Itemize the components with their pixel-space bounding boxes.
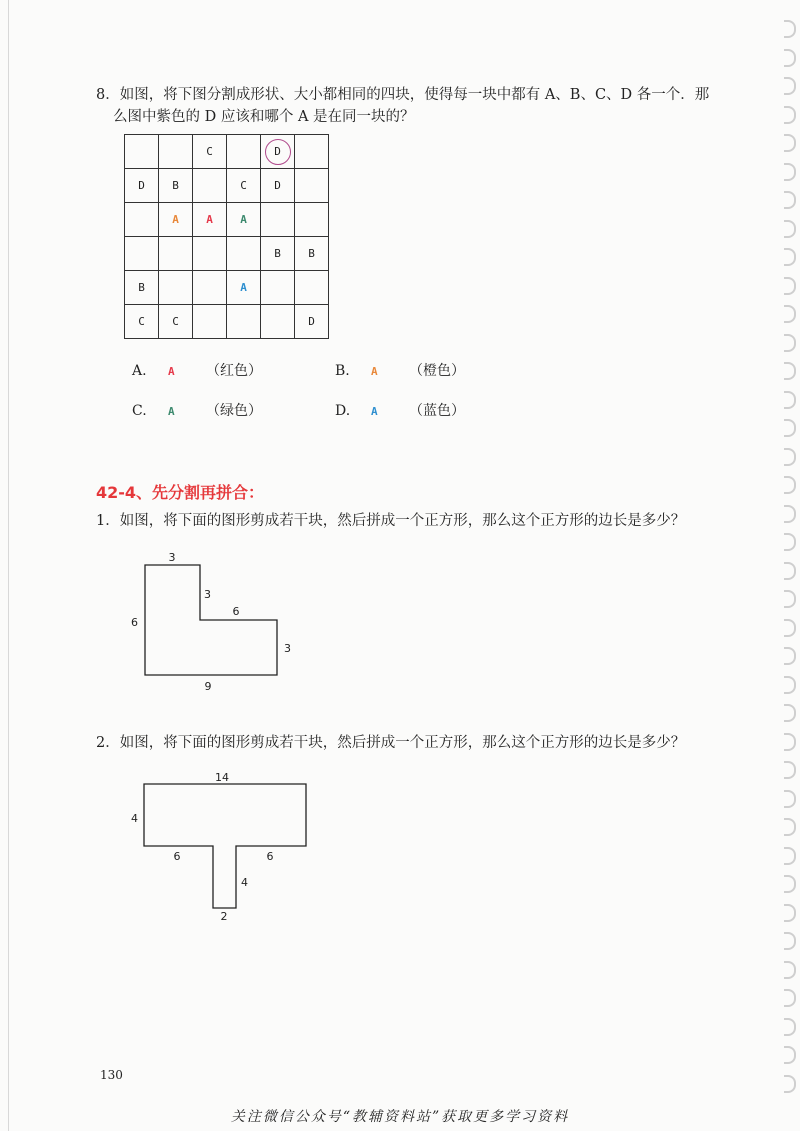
- binder-ring: [784, 1046, 796, 1064]
- grid-cell: [159, 305, 193, 339]
- grid-row: [125, 203, 329, 237]
- grid-letter: B: [172, 179, 179, 192]
- binder-ring: [784, 220, 796, 238]
- grid-cell: [261, 135, 295, 169]
- binder-ring: [784, 733, 796, 751]
- binder-ring: [784, 704, 796, 722]
- binder-ring: [784, 191, 796, 209]
- binder-ring: [784, 619, 796, 637]
- binder-ring: [784, 248, 796, 266]
- grid-cell: [159, 135, 193, 169]
- t-label-right-bottom: 6: [266, 850, 274, 863]
- binder-ring: [784, 362, 796, 380]
- grid-row: [125, 135, 329, 169]
- binder-ring: [784, 419, 796, 437]
- question-8-text-line2: 么图中紫色的 D 应该和哪个 A 是在同一块的？: [113, 109, 415, 125]
- option-d-mark: A: [371, 405, 378, 418]
- binder-ring: [784, 818, 796, 836]
- grid-cell: [193, 305, 227, 339]
- section-title: 42-4、先分割再拼合：: [96, 483, 265, 502]
- t-shape-outline: [144, 784, 306, 908]
- binder-ring: [784, 77, 796, 95]
- grid-cell: [125, 203, 159, 237]
- option-d-text: （蓝色）: [409, 403, 465, 419]
- option-c-mark: A: [168, 405, 175, 418]
- l-label-top: 3: [168, 551, 176, 564]
- grid-cell: [227, 271, 261, 305]
- grid-letter: D: [138, 179, 145, 192]
- t-label-left-bottom: 6: [173, 850, 181, 863]
- binder-ring: [784, 448, 796, 466]
- binder-ring: [784, 676, 796, 694]
- grid-cell: [193, 203, 227, 237]
- purple-d-circled: D: [265, 139, 291, 165]
- option-b-text: （橙色）: [409, 363, 465, 379]
- binder-ring: [784, 904, 796, 922]
- option-a-text: （红色）: [206, 363, 262, 379]
- grid-cell: [159, 271, 193, 305]
- binder-ring: [784, 875, 796, 893]
- t-label-stem-height: 4: [241, 876, 248, 889]
- option-c[interactable]: [132, 400, 262, 420]
- grid-cell: [125, 237, 159, 271]
- grid-letter: A: [206, 213, 213, 226]
- grid-cell: [193, 271, 227, 305]
- page-number: 130: [100, 1068, 123, 1082]
- grid-letter: D: [274, 179, 281, 192]
- grid-cell: [125, 135, 159, 169]
- t-label-top: 14: [215, 771, 229, 784]
- grid-row: [125, 305, 329, 339]
- binder-ring: [784, 932, 796, 950]
- grid-cell: [193, 135, 227, 169]
- l-label-bottom: 9: [204, 680, 212, 693]
- grid-cell: [261, 203, 295, 237]
- option-a-mark: A: [168, 365, 175, 378]
- grid-cell: [125, 305, 159, 339]
- binder-ring: [784, 961, 796, 979]
- l-label-inner-vertical: 3: [204, 588, 211, 601]
- grid-letter: A: [240, 281, 247, 294]
- grid-letter: A: [172, 213, 179, 226]
- binder-ring: [784, 562, 796, 580]
- grid-row: [125, 237, 329, 271]
- binder-ring: [784, 1075, 796, 1093]
- binder-ring: [784, 334, 796, 352]
- grid-cell: [295, 271, 329, 305]
- letter-grid: [124, 134, 329, 339]
- binder-ring: [784, 391, 796, 409]
- grid-letter: B: [274, 247, 281, 260]
- grid-cell: [159, 203, 193, 237]
- grid-cell: [227, 237, 261, 271]
- l-label-right: 3: [284, 642, 291, 655]
- binder-ring: [784, 790, 796, 808]
- grid-cell: [125, 169, 159, 203]
- grid-letter: D: [308, 315, 315, 328]
- grid-cell: [261, 271, 295, 305]
- option-a[interactable]: [132, 360, 262, 380]
- grid-cell: [227, 305, 261, 339]
- option-b[interactable]: [335, 360, 465, 380]
- grid-letter: C: [172, 315, 179, 328]
- grid-letter: A: [240, 213, 247, 226]
- binder-ring: [784, 647, 796, 665]
- grid-letter: C: [240, 179, 247, 192]
- option-c-text: （绿色）: [206, 403, 262, 419]
- grid-cell: [227, 169, 261, 203]
- option-a-label: A.: [132, 363, 147, 379]
- grid-cell: [261, 169, 295, 203]
- option-b-mark: A: [371, 365, 378, 378]
- grid-cell: [159, 169, 193, 203]
- binder-ring: [784, 476, 796, 494]
- grid-letter: C: [138, 315, 145, 328]
- binder-ring: [784, 761, 796, 779]
- grid-row: [125, 271, 329, 305]
- binder-ring: [784, 590, 796, 608]
- binder-ring: [784, 20, 796, 38]
- grid-letter: B: [138, 281, 145, 294]
- l-label-left: 6: [131, 616, 138, 629]
- binder-ring: [784, 163, 796, 181]
- grid-cell: [295, 237, 329, 271]
- binder-ring: [784, 1018, 796, 1036]
- grid-letter: B: [308, 247, 315, 260]
- grid-cell: [125, 271, 159, 305]
- grid-cell: [227, 135, 261, 169]
- grid-cell: [295, 135, 329, 169]
- binder-rings: [782, 20, 796, 1100]
- l-label-inner-horizontal: 6: [232, 605, 240, 618]
- footer-text: 关注微信公众号“教辅资料站”获取更多学习资料: [230, 1109, 570, 1125]
- grid-cell: [295, 203, 329, 237]
- grid-letter: C: [206, 145, 213, 158]
- t-label-left: 4: [131, 812, 138, 825]
- grid-cell: [295, 169, 329, 203]
- grid-cell: [227, 203, 261, 237]
- question-2-text: 2．如图，将下面的图形剪成若干块，然后拼成一个正方形，那么这个正方形的边长是多少？: [96, 735, 686, 751]
- grid-cell: [261, 305, 295, 339]
- binder-ring: [784, 305, 796, 323]
- binder-ring: [784, 49, 796, 67]
- binder-ring: [784, 847, 796, 865]
- binder-ring: [784, 277, 796, 295]
- grid-cell: [261, 237, 295, 271]
- t-label-stem-width: 2: [220, 910, 228, 923]
- binder-ring: [784, 106, 796, 124]
- grid-cell: [159, 237, 193, 271]
- option-b-label: B.: [335, 363, 350, 379]
- page-edge: [8, 0, 9, 1131]
- binder-ring: [784, 505, 796, 523]
- question-1-text: 1．如图，将下面的图形剪成若干块，然后拼成一个正方形，那么这个正方形的边长是多少？: [96, 513, 686, 529]
- grid-cell: [193, 169, 227, 203]
- binder-ring: [784, 134, 796, 152]
- grid-row: [125, 169, 329, 203]
- grid-cell: [193, 237, 227, 271]
- l-shape-outline: [145, 565, 277, 675]
- option-c-label: C.: [132, 403, 147, 419]
- binder-ring: [784, 533, 796, 551]
- binder-ring: [784, 989, 796, 1007]
- figure-l-shape: [120, 548, 310, 698]
- option-d-label: D.: [335, 403, 351, 419]
- figure-t-shape: [120, 768, 320, 928]
- question-8-text-line1: 8．如图，将下图分割成形状、大小都相同的四块，使得每一块中都有 A、B、C、D 各一个．那: [96, 87, 710, 103]
- option-d[interactable]: [335, 400, 465, 420]
- grid-cell: [295, 305, 329, 339]
